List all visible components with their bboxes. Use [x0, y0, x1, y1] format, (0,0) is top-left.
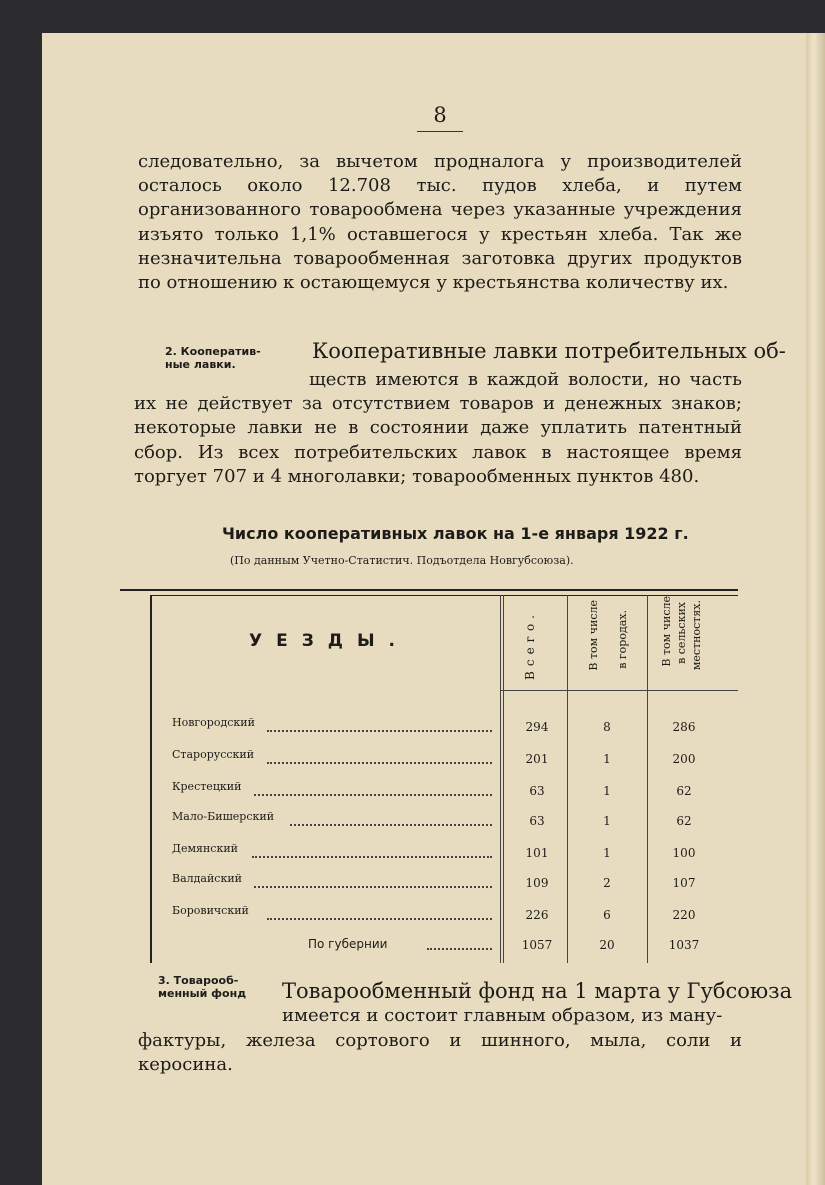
leader-dots — [267, 750, 492, 764]
page-number-rule — [417, 131, 463, 132]
cell-total: 294 — [525, 720, 549, 734]
section2-text: ществ имеются в каждой волости, но часть их не действует за отсутствием товаров и денежных знаков; некоторые лавки не в состоянии даже уплатить патентный сбор. Из всех потребительских лавок в настоящее время торгует 707 и 4 многолавки; товарообменных пунктов 480. — [134, 369, 742, 487]
header-total: Всего. — [523, 610, 537, 680]
cell-total: 201 — [525, 752, 549, 766]
side-label-line: 3. Товарооб- — [158, 974, 239, 987]
cell-total: 109 — [525, 876, 549, 890]
cell-cities: 1 — [603, 752, 611, 766]
section2-lead: Кооперативные лавки потребительных об- — [312, 339, 786, 363]
side-label-line: менный фонд — [158, 987, 247, 1000]
cell-total: 63 — [529, 784, 545, 798]
leader-dots — [252, 844, 492, 858]
leader-dots — [254, 782, 492, 796]
cell-rural: 62 — [676, 784, 692, 798]
section3-text: фактуры, железа сортового и шинного, мыла, соли и керосина. — [138, 1030, 742, 1076]
section3-lead: Товарообменный фонд на 1 марта у Губсоюза — [282, 979, 793, 1003]
header-rural-line: В том числе — [660, 596, 673, 667]
cell-cities: 8 — [603, 720, 611, 734]
paragraph-grain-exchange: следовательно, за вычетом продналога у производителей осталось около 12.708 тыс. пудов хлеба, и путем организованного товарообмена через указанные учреждения изъято только 1,1% оставшегося у крестьян хлеба. Так же незначительна товарообменная заготовка других продуктов по отношению к остающемуся у крестьянства количеству их. — [138, 151, 742, 294]
leader-dots — [267, 718, 492, 732]
header-rural-3 — [691, 600, 703, 670]
leader-dots — [290, 812, 492, 826]
section3-line2: имеется и состоит главным образом, из ману- — [282, 1005, 723, 1026]
cell-cities: 1 — [603, 846, 611, 860]
page-edge — [806, 33, 825, 1185]
cell-cities: 20 — [599, 938, 615, 952]
cell-cities: 1 — [603, 784, 611, 798]
header-rural-line: в сельских — [675, 602, 688, 664]
cell-cities: 1 — [603, 814, 611, 828]
cell-rural: 62 — [676, 814, 692, 828]
table-title: Число кооперативных лавок на 1-е января 1922 г. — [222, 524, 689, 543]
table-col-rule — [567, 595, 568, 963]
row-name: Боровичский — [172, 904, 249, 917]
table-top-rule — [120, 589, 738, 591]
header-cities-line: В том числе — [587, 600, 600, 671]
cell-rural: 286 — [672, 720, 696, 734]
leader-dots — [254, 874, 492, 888]
leader-dots — [427, 936, 492, 950]
table-col-rule — [503, 595, 504, 963]
header-cities-2 — [617, 610, 629, 669]
cell-rural: 220 — [672, 908, 696, 922]
row-name: Новгородский — [172, 716, 255, 729]
total-label: По губернии — [308, 937, 388, 951]
header-rural — [661, 596, 673, 667]
table-left-rule — [150, 595, 152, 963]
side-label-exchange-fund — [158, 974, 246, 1000]
cell-total: 1057 — [521, 938, 553, 952]
header-rural-2 — [676, 602, 688, 664]
cell-total: 63 — [529, 814, 545, 828]
header-uezdy: УЕЗДЫ. — [249, 631, 410, 651]
cell-total: 101 — [525, 846, 549, 860]
table-top-rule-inner — [150, 595, 738, 596]
table-subtitle: (По данным Учетно-Статистич. Подъотдела Новгубсоюза). — [230, 554, 574, 567]
row-name: Крестецкий — [172, 780, 242, 793]
cell-rural: 1037 — [668, 938, 700, 952]
cell-rural: 107 — [672, 876, 696, 890]
table-header-rule — [500, 690, 738, 691]
cell-cities: 6 — [603, 908, 611, 922]
page-number: 8 — [433, 103, 447, 127]
table-col-rule — [500, 595, 501, 963]
row-name: Демянский — [172, 842, 238, 855]
table-col-rule — [647, 595, 648, 963]
cell-total: 226 — [525, 908, 549, 922]
row-name: Валдайский — [172, 872, 242, 885]
side-label-line: 2. Кооператив- — [165, 345, 261, 358]
cell-cities: 2 — [603, 876, 611, 890]
row-name: Мало-Бишерский — [172, 810, 275, 823]
header-cities — [588, 600, 600, 671]
header-cities-line: в городах. — [616, 610, 629, 669]
cell-rural: 100 — [672, 846, 696, 860]
row-name: Старорусский — [172, 748, 255, 761]
leader-dots — [267, 906, 492, 920]
cell-rural: 200 — [672, 752, 696, 766]
side-label-line: ные лавки. — [165, 358, 236, 371]
header-rural-line: местностях. — [690, 600, 703, 671]
